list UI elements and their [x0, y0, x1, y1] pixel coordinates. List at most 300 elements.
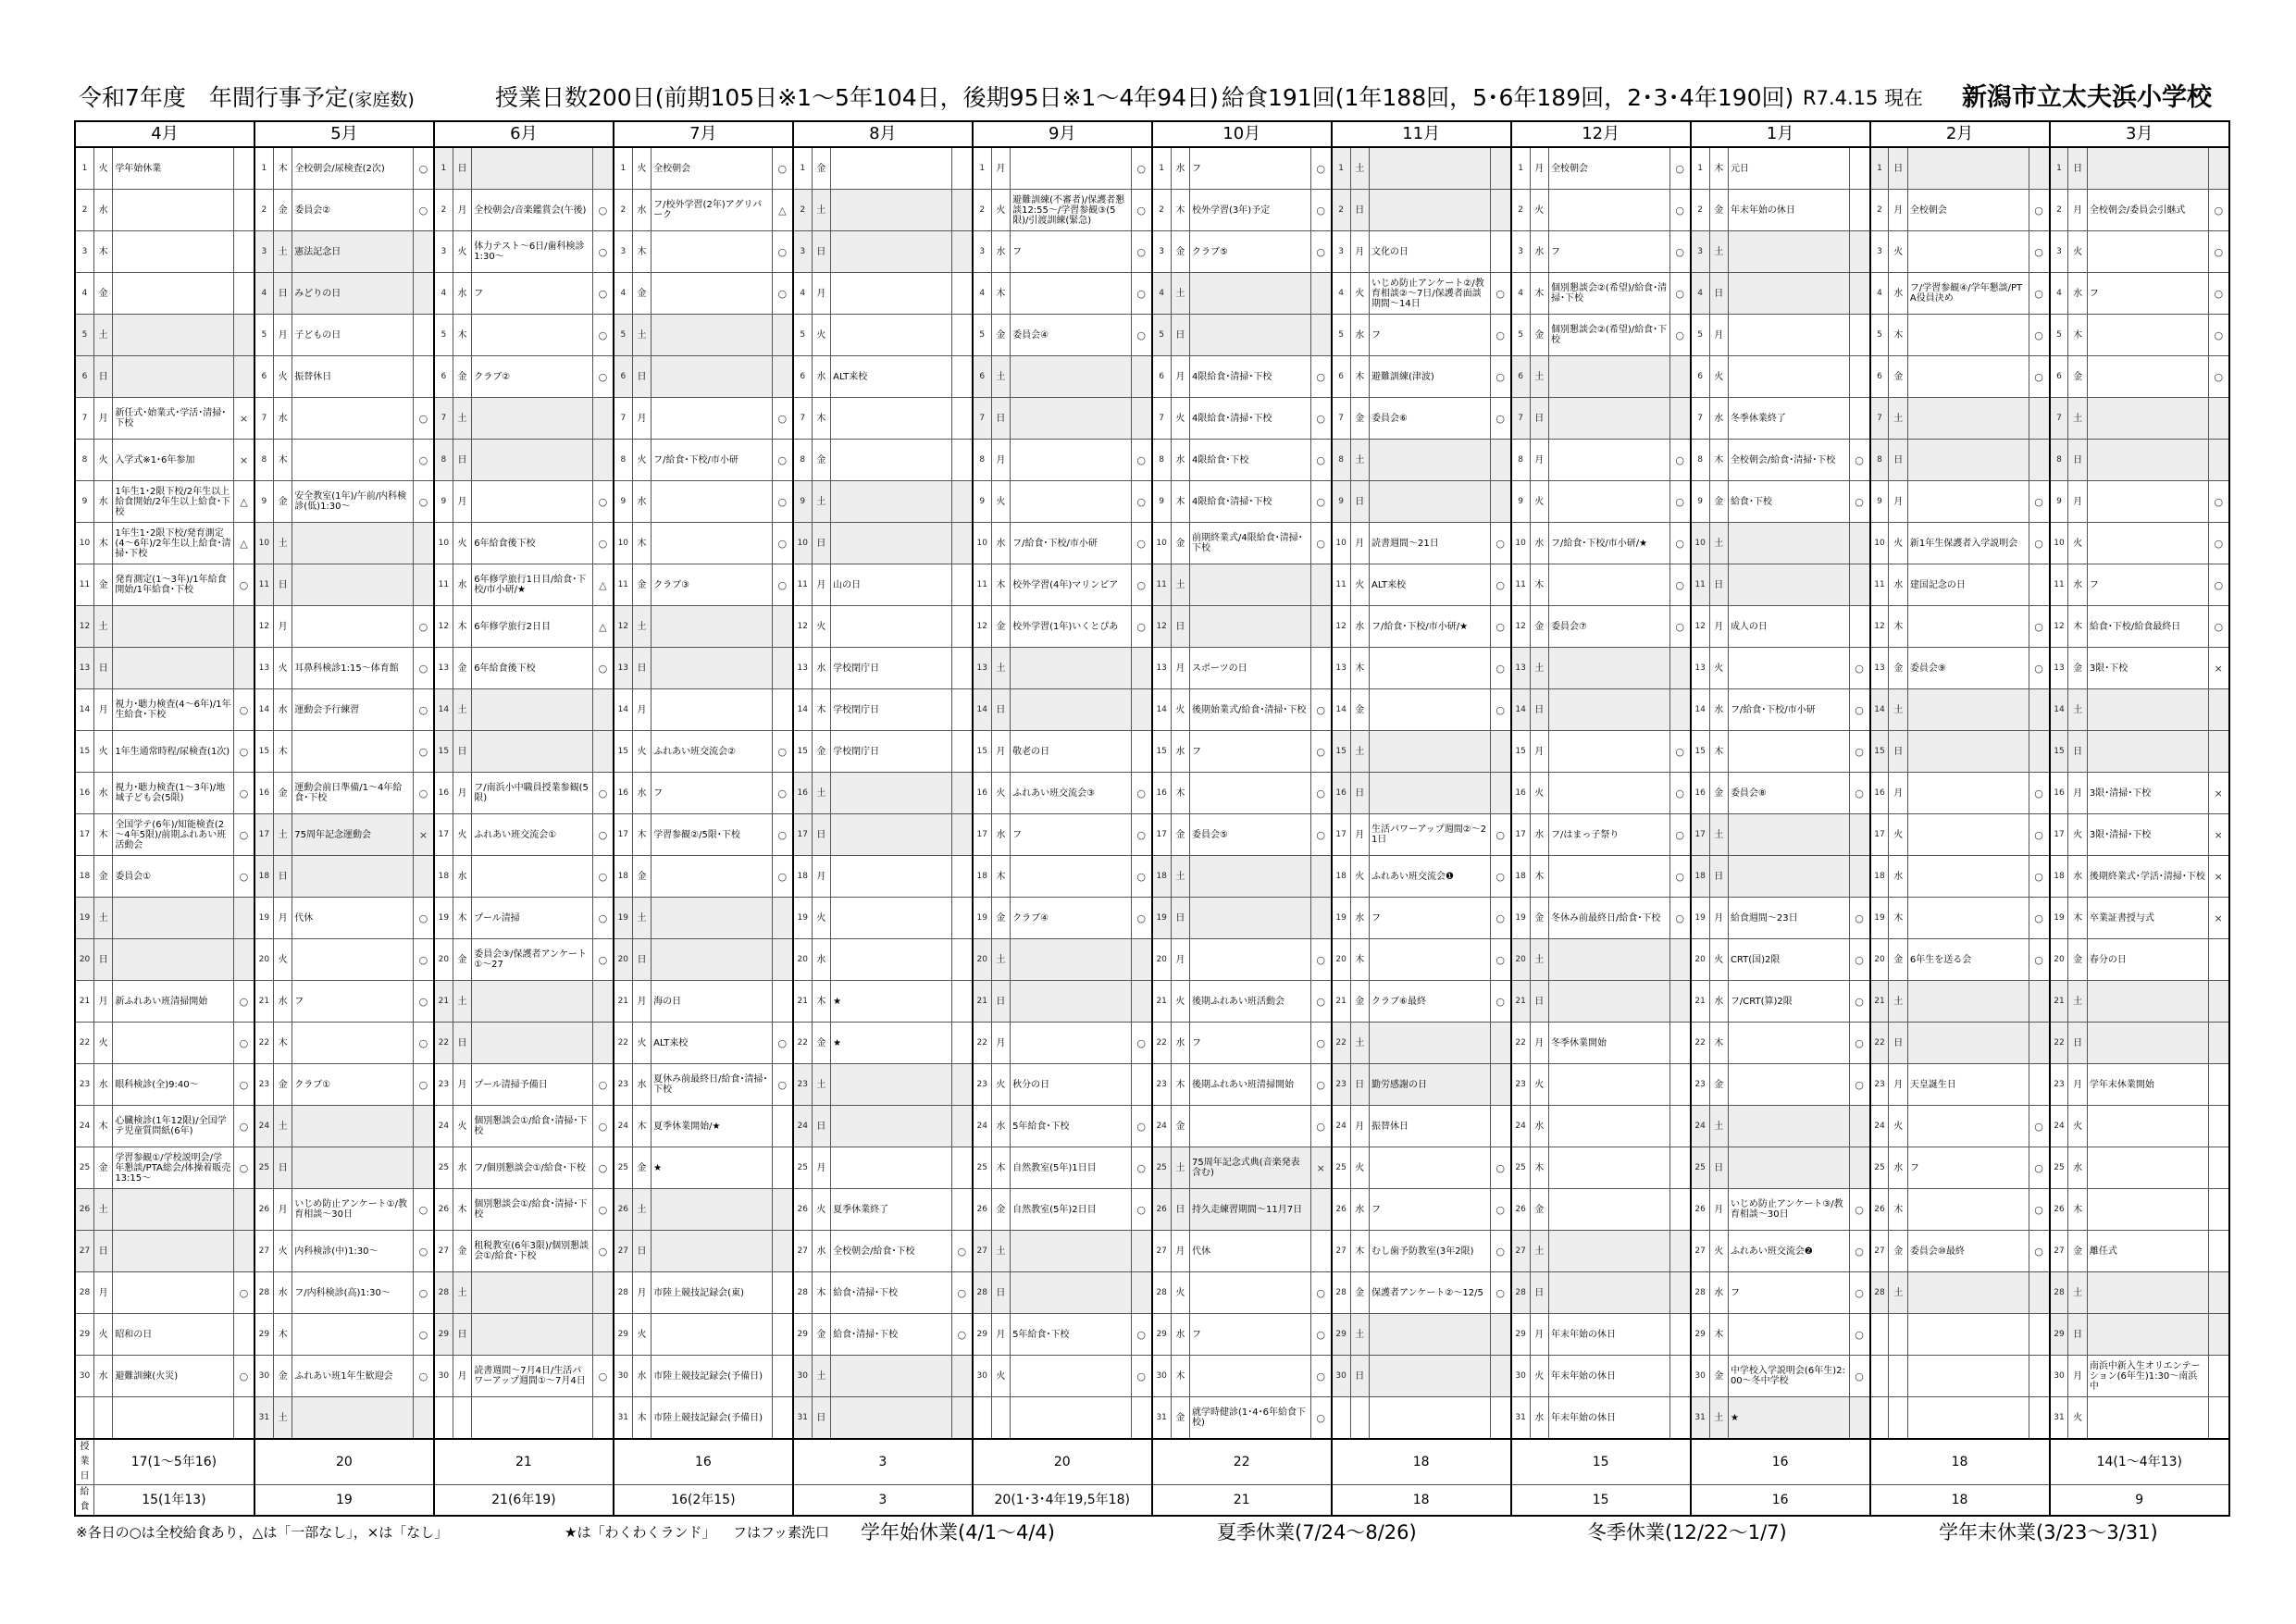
- day-row: [75, 564, 2229, 606]
- day-number: 9: [434, 481, 453, 523]
- day-number: 14: [1332, 689, 1350, 731]
- event-text: [472, 731, 593, 773]
- day-number: 13: [973, 648, 991, 689]
- event-text: 全国学テ(6年)/知能検査(2～4年5限)/前期ふれあい班活動会: [113, 814, 234, 856]
- school-days-value: 18: [1332, 1439, 1511, 1485]
- day-number: 19: [75, 898, 93, 939]
- weekday: 土: [1530, 1231, 1548, 1272]
- weekday: 木: [1709, 731, 1728, 773]
- event-text: [1728, 356, 1849, 398]
- weekday: 水: [991, 231, 1010, 273]
- weekday: 土: [1530, 356, 1548, 398]
- day-number: 4: [1870, 273, 1889, 315]
- event-text: [1907, 315, 2029, 356]
- weekday: 日: [991, 1272, 1010, 1314]
- event-text: 学習参観①/学校説明会/学年懇談/PTA総会/体操着販売13:15～: [113, 1147, 234, 1189]
- meal-mark: [1669, 1189, 1690, 1231]
- meal-mark: [233, 147, 254, 190]
- day-number: 25: [1691, 1147, 1709, 1189]
- holiday-spring: 学年始休業(4/1～4/4): [861, 1521, 1055, 1543]
- school-name: 新潟市立太夫浜小学校: [1962, 83, 2212, 112]
- weekday: 金: [632, 273, 651, 315]
- meal-mark: ○: [1849, 898, 1869, 939]
- day-number: 22: [1511, 1023, 1530, 1064]
- event-text: [292, 1314, 414, 1356]
- event-text: [1011, 689, 1132, 731]
- event-text: 給食･清掃･下校: [831, 1272, 952, 1314]
- meal-mark: [1669, 981, 1690, 1023]
- event-text: [1190, 1356, 1311, 1397]
- weekday: 日: [991, 689, 1010, 731]
- weekday: 月: [2068, 190, 2087, 231]
- weekday: 水: [1530, 523, 1548, 564]
- event-text: [831, 1147, 952, 1189]
- weekday: 土: [1709, 231, 1728, 273]
- day-number: 19: [793, 898, 812, 939]
- weekday: 木: [2068, 315, 2087, 356]
- day-number: 25: [2050, 1147, 2068, 1189]
- day-number: 17: [2050, 814, 2068, 856]
- meal-mark: [1131, 689, 1151, 731]
- meal-mark: [1490, 731, 1510, 773]
- meal-mark: [772, 648, 792, 689]
- event-text: フ/校外学習(2年)アグリパーク: [652, 190, 773, 231]
- weekday: 水: [93, 190, 112, 231]
- day-number: 12: [1870, 606, 1889, 648]
- event-text: フ/給食･下校/市小研: [652, 440, 773, 481]
- weekday: 火: [1709, 939, 1728, 981]
- meals-value: 21(6年19): [434, 1485, 614, 1517]
- meal-mark: ○: [772, 231, 792, 273]
- event-text: 成人の日: [1728, 606, 1849, 648]
- weekday: 土: [273, 1106, 292, 1147]
- event-text: 個別懇談会①/給食･清掃･下校: [472, 1189, 593, 1231]
- day-number: 10: [434, 523, 453, 564]
- weekday: 火: [453, 814, 471, 856]
- weekday: 木: [273, 731, 292, 773]
- event-text: [1548, 356, 1669, 398]
- day-number: 18: [1332, 856, 1350, 898]
- event-text: [2087, 1023, 2208, 1064]
- event-text: [113, 1231, 234, 1272]
- day-number: 22: [1332, 1023, 1350, 1064]
- day-number: 17: [75, 814, 93, 856]
- meal-mark: ○: [1310, 1314, 1331, 1356]
- meal-mark: [592, 398, 613, 440]
- meal-mark: [1490, 1356, 1510, 1397]
- meal-mark: [1310, 606, 1331, 648]
- meal-mark: ○: [1849, 981, 1869, 1023]
- day-number: 26: [75, 1189, 93, 1231]
- day-number: 25: [1870, 1147, 1889, 1189]
- weekday: 火: [1530, 190, 1548, 231]
- event-text: 離任式: [2087, 1231, 2208, 1272]
- day-number: 11: [75, 564, 93, 606]
- day-number: [1870, 1356, 1889, 1397]
- meal-mark: [233, 315, 254, 356]
- weekday: 火: [812, 315, 830, 356]
- weekday: 木: [93, 231, 112, 273]
- event-text: [2087, 147, 2208, 190]
- event-text: 校外学習(1年)いくとぴあ: [1011, 606, 1132, 648]
- school-days-value: 16: [614, 1439, 793, 1485]
- meal-mark: [1490, 231, 1510, 273]
- event-text: [1907, 356, 2029, 398]
- meal-mark: ○: [233, 564, 254, 606]
- day-number: 26: [1870, 1189, 1889, 1231]
- event-text: [1370, 773, 1491, 814]
- event-text: [472, 440, 593, 481]
- day-number: 29: [1152, 1314, 1171, 1356]
- day-number: 15: [793, 731, 812, 773]
- day-number: 4: [75, 273, 93, 315]
- event-text: [1370, 481, 1491, 523]
- day-number: 28: [1511, 1272, 1530, 1314]
- event-text: 学校閉庁日: [831, 648, 952, 689]
- weekday: 日: [453, 1314, 471, 1356]
- weekday: 火: [2068, 1397, 2087, 1440]
- meal-mark: [1669, 1356, 1690, 1397]
- day-number: 10: [2050, 523, 2068, 564]
- weekday: 火: [991, 481, 1010, 523]
- school-days-value: 14(1～4年13): [2050, 1439, 2229, 1485]
- day-number: 1: [1332, 147, 1350, 190]
- event-text: [1190, 773, 1311, 814]
- weekday: 木: [991, 1147, 1010, 1189]
- weekday: 月: [1530, 1314, 1548, 1356]
- day-number: 13: [1152, 648, 1171, 689]
- meal-mark: ○: [413, 1314, 433, 1356]
- meal-mark: ○: [951, 1272, 972, 1314]
- event-text: 生活パワーアップ週間②～21日: [1370, 814, 1491, 856]
- meal-mark: ○: [772, 1023, 792, 1064]
- meal-mark: [1490, 147, 1510, 190]
- day-number: 14: [793, 689, 812, 731]
- weekday: 水: [812, 1231, 830, 1272]
- event-text: [1907, 481, 2029, 523]
- meal-mark: [1849, 814, 1869, 856]
- weekday: 土: [1530, 648, 1548, 689]
- weekday: 水: [2068, 273, 2087, 315]
- day-number: 7: [434, 398, 453, 440]
- meal-mark: [951, 689, 972, 731]
- weekday: [1350, 1397, 1369, 1440]
- event-text: 市陸上競技記録会(東): [652, 1272, 773, 1314]
- day-number: 27: [614, 1231, 632, 1272]
- school-days-value: 17(1～5年16): [93, 1439, 254, 1485]
- event-text: いじめ防止アンケート③/教育相談～30日: [1728, 1189, 1849, 1231]
- event-text: [1728, 315, 1849, 356]
- day-number: 27: [973, 1231, 991, 1272]
- day-number: 25: [75, 1147, 93, 1189]
- meal-mark: ○: [2208, 523, 2229, 564]
- meal-mark: ○: [233, 1064, 254, 1106]
- event-text: [1907, 1272, 2029, 1314]
- weekday: 金: [93, 1147, 112, 1189]
- event-text: [831, 814, 952, 856]
- meal-mark: ×: [2208, 898, 2229, 939]
- weekday: 火: [1171, 1272, 1189, 1314]
- event-text: フ: [292, 981, 414, 1023]
- meal-mark: ○: [1131, 190, 1151, 231]
- meal-mark: [1669, 1231, 1690, 1272]
- meal-mark: [2029, 1397, 2049, 1440]
- event-text: フ/給食･下校/市小研: [1728, 689, 1849, 731]
- day-number: 14: [75, 689, 93, 731]
- day-number: 12: [2050, 606, 2068, 648]
- meal-mark: [2208, 398, 2229, 440]
- day-number: 13: [1332, 648, 1350, 689]
- meal-mark: ○: [1310, 147, 1331, 190]
- fu-legend: フはフッ素洗口: [733, 1524, 829, 1541]
- day-number: 23: [2050, 1064, 2068, 1106]
- day-number: 26: [614, 1189, 632, 1231]
- day-row: [75, 1272, 2229, 1314]
- event-text: ふれあい班交流会②: [652, 731, 773, 773]
- day-number: 19: [1332, 898, 1350, 939]
- event-text: [1548, 689, 1669, 731]
- meals-label: 給食: [75, 1485, 93, 1517]
- event-text: 75周年記念運動会: [292, 814, 414, 856]
- event-text: 避難訓練(火災): [113, 1356, 234, 1397]
- day-number: 23: [1152, 1064, 1171, 1106]
- day-number: 8: [1691, 440, 1709, 481]
- weekday: 金: [991, 315, 1010, 356]
- meal-mark: [951, 190, 972, 231]
- school-days-value: 16: [1691, 1439, 1870, 1485]
- meal-mark: ○: [1131, 147, 1151, 190]
- weekday: 日: [1530, 689, 1548, 731]
- meal-mark: ○: [413, 606, 433, 648]
- weekday: 木: [1171, 1356, 1189, 1397]
- meal-mark: ○: [772, 523, 792, 564]
- meal-mark: [233, 648, 254, 689]
- event-text: フ: [1190, 1314, 1311, 1356]
- meal-mark: ○: [592, 898, 613, 939]
- weekday: 土: [1889, 689, 1907, 731]
- weekday: 金: [812, 440, 830, 481]
- meal-mark: [2208, 1314, 2229, 1356]
- event-text: 運動会前日準備/1～4年給食･下校: [292, 773, 414, 814]
- weekday: 日: [1530, 981, 1548, 1023]
- meal-mark: ○: [1849, 1189, 1869, 1231]
- weekday: 日: [1171, 315, 1189, 356]
- event-text: [1728, 648, 1849, 689]
- day-number: 25: [793, 1147, 812, 1189]
- day-number: 7: [1870, 398, 1889, 440]
- day-row: [75, 523, 2229, 564]
- event-text: クラブ③: [652, 564, 773, 606]
- weekday: 火: [2068, 231, 2087, 273]
- school-days-value: 21: [434, 1439, 614, 1485]
- weekday: 土: [1709, 1397, 1728, 1440]
- meal-mark: ○: [1849, 440, 1869, 481]
- event-text: 体力テスト～6日/歯科検診1:30～: [472, 231, 593, 273]
- day-number: 22: [254, 1023, 273, 1064]
- meal-mark: ○: [2029, 814, 2049, 856]
- event-text: [831, 773, 952, 814]
- meal-mark: [1310, 315, 1331, 356]
- weekday: 金: [632, 564, 651, 606]
- event-text: [831, 856, 952, 898]
- weekday: 土: [1889, 398, 1907, 440]
- meal-mark: ○: [2029, 898, 2049, 939]
- weekday: 土: [273, 1397, 292, 1440]
- meal-mark: ○: [1310, 981, 1331, 1023]
- event-text: [1190, 273, 1311, 315]
- meal-mark: [1849, 523, 1869, 564]
- meal-mark: [951, 939, 972, 981]
- day-number: 29: [793, 1314, 812, 1356]
- weekday: 月: [991, 1314, 1010, 1356]
- meal-mark: [1849, 1147, 1869, 1189]
- event-text: 運動会予行練習: [292, 689, 414, 731]
- day-number: 30: [1691, 1356, 1709, 1397]
- month-header: 11月: [1332, 121, 1511, 147]
- meal-mark: ○: [2208, 190, 2229, 231]
- event-text: ALT来校: [1370, 564, 1491, 606]
- meal-mark: [1669, 648, 1690, 689]
- day-number: 9: [614, 481, 632, 523]
- event-text: [113, 1023, 234, 1064]
- day-number: 31: [1511, 1397, 1530, 1440]
- weekday: 木: [1889, 898, 1907, 939]
- day-number: 4: [1332, 273, 1350, 315]
- weekday: 木: [1350, 1231, 1369, 1272]
- event-text: [292, 856, 414, 898]
- weekday: 月: [1350, 814, 1369, 856]
- day-number: 27: [254, 1231, 273, 1272]
- weekday: 火: [1530, 773, 1548, 814]
- day-number: 26: [973, 1189, 991, 1231]
- meal-mark: ○: [1131, 523, 1151, 564]
- event-text: フ/南浜小中職員授業参観(5限): [472, 773, 593, 814]
- meal-mark: [2029, 564, 2049, 606]
- weekday: 土: [1709, 1106, 1728, 1147]
- day-number: 23: [614, 1064, 632, 1106]
- event-text: 全校朝会/音楽鑑賞会(午後): [472, 190, 593, 231]
- day-number: 28: [1691, 1272, 1709, 1314]
- day-number: 1: [1152, 147, 1171, 190]
- meal-mark: [1669, 356, 1690, 398]
- meal-mark: ×: [233, 440, 254, 481]
- meal-mark: [1849, 356, 1869, 398]
- event-text: [831, 523, 952, 564]
- day-number: 26: [1691, 1189, 1709, 1231]
- weekday: 土: [812, 1064, 830, 1106]
- event-text: 発育測定(1～3年)/1年給食開始/1年給食･下校: [113, 564, 234, 606]
- day-number: 16: [1691, 773, 1709, 814]
- event-text: [831, 606, 952, 648]
- meal-mark: [1669, 1023, 1690, 1064]
- weekday: 土: [93, 898, 112, 939]
- meal-mark: [413, 1106, 433, 1147]
- day-number: 14: [1152, 689, 1171, 731]
- event-text: [652, 315, 773, 356]
- weekday: 月: [632, 689, 651, 731]
- day-number: 14: [614, 689, 632, 731]
- weekday: 土: [812, 190, 830, 231]
- month-header: 12月: [1511, 121, 1691, 147]
- event-text: [652, 481, 773, 523]
- weekday: 水: [1709, 981, 1728, 1023]
- day-row: [75, 231, 2229, 273]
- month-header: 4月: [75, 121, 254, 147]
- meal-mark: ○: [2029, 939, 2049, 981]
- day-number: 24: [434, 1106, 453, 1147]
- weekday: 火: [93, 147, 112, 190]
- meal-mark: [1849, 190, 1869, 231]
- event-text: [472, 315, 593, 356]
- meal-mark: [951, 1064, 972, 1106]
- event-text: [1728, 273, 1849, 315]
- weekday: 金: [1709, 481, 1728, 523]
- meal-mark: [1131, 1064, 1151, 1106]
- meal-mark: [1669, 939, 1690, 981]
- day-row: [75, 731, 2229, 773]
- meal-mark: △: [233, 481, 254, 523]
- weekday: 日: [1171, 898, 1189, 939]
- day-number: 13: [254, 648, 273, 689]
- weekday: 火: [991, 190, 1010, 231]
- event-text: 租税教室(6年3限)/個別懇談会①/給食･下校: [472, 1231, 593, 1272]
- page-footer: [74, 1520, 2230, 1546]
- weekday: 月: [991, 147, 1010, 190]
- meal-mark: [1849, 231, 1869, 273]
- day-number: 28: [75, 1272, 93, 1314]
- event-text: プール清掃: [472, 898, 593, 939]
- meal-mark: ○: [1310, 523, 1331, 564]
- day-number: 16: [434, 773, 453, 814]
- weekday: 水: [812, 939, 830, 981]
- day-number: 18: [1870, 856, 1889, 898]
- weekday: 月: [991, 731, 1010, 773]
- day-number: 11: [1511, 564, 1530, 606]
- weekday: 火: [453, 523, 471, 564]
- event-text: [1548, 564, 1669, 606]
- meal-mark: [1131, 398, 1151, 440]
- event-text: 振替休日: [292, 356, 414, 398]
- weekday: 木: [93, 523, 112, 564]
- weekday: 日: [812, 814, 830, 856]
- meal-mark: ○: [413, 440, 433, 481]
- weekday: 金: [1889, 939, 1907, 981]
- weekday: 木: [991, 564, 1010, 606]
- day-number: 27: [793, 1231, 812, 1272]
- meal-mark: ○: [1490, 398, 1510, 440]
- event-text: [1011, 398, 1132, 440]
- month-header: 6月: [434, 121, 614, 147]
- meal-mark: ○: [233, 731, 254, 773]
- day-number: 3: [793, 231, 812, 273]
- day-number: 7: [1332, 398, 1350, 440]
- page-header: [74, 81, 2230, 118]
- day-number: 30: [1332, 1356, 1350, 1397]
- day-number: 6: [614, 356, 632, 398]
- event-text: 委員会②: [292, 190, 414, 231]
- meal-mark: ○: [1310, 440, 1331, 481]
- meal-mark: [951, 440, 972, 481]
- weekday: 金: [2068, 1231, 2087, 1272]
- event-text: 委員会⑩最終: [1907, 1231, 2029, 1272]
- event-text: [831, 273, 952, 315]
- meal-mark: [772, 315, 792, 356]
- meal-mark: ○: [1490, 606, 1510, 648]
- weekday: 木: [632, 523, 651, 564]
- meal-mark: [951, 898, 972, 939]
- weekday: [1889, 1356, 1907, 1397]
- day-number: 6: [1332, 356, 1350, 398]
